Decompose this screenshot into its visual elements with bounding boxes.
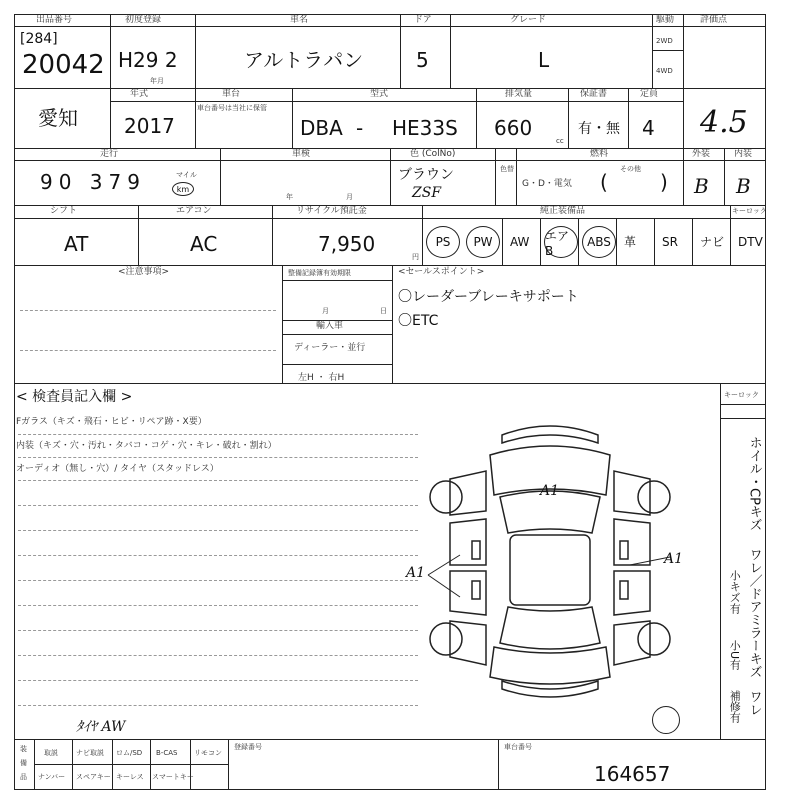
fuel-label: 燃料: [590, 149, 609, 159]
shift-label: シフト: [50, 206, 78, 216]
color-label: 色 (ColNo): [410, 149, 456, 159]
dealer-value: ディーラー・並行: [294, 343, 366, 353]
b2-col-4: スマートキー: [152, 773, 194, 781]
warranty-value: 有・無: [578, 121, 620, 137]
type-label: 型式: [370, 89, 389, 99]
sales-point-1: 〇レーダーブレーキサポート: [398, 289, 579, 305]
equipment-8: ナビ: [700, 235, 725, 249]
color-side-label: 色替: [500, 165, 514, 173]
exterior-grade: B: [694, 174, 709, 198]
recycle-value: 7,950: [318, 232, 376, 256]
drive-4wd: 4WD: [656, 67, 673, 75]
equipment-5: ABS: [582, 226, 616, 258]
chassis-note: 車台番号は当社に保管: [197, 104, 267, 112]
inspector-line-3: オーディオ（無し・穴）/ タイヤ（スタッドレス）: [16, 464, 219, 474]
spare-wheel-icon: [652, 706, 680, 734]
chassis-no-label: 車台番号: [504, 743, 532, 751]
b-col-3: ロム/SD: [116, 749, 143, 757]
equipment-4: エアB: [544, 226, 578, 258]
side-note-2: ワレ／ドアミラーキズ: [746, 548, 762, 678]
grade-label: グレード: [510, 15, 547, 25]
b-left-2: 備: [20, 759, 27, 767]
damage-mark-left: A1: [406, 565, 426, 581]
car-diagram: [420, 415, 680, 709]
inspector-label: < 検査員記入欄 >: [16, 389, 133, 405]
side-note-3: 小キズ有: [728, 570, 742, 614]
region-value: 愛知: [38, 106, 78, 130]
equipment-label: 純正装備品: [540, 206, 586, 216]
lot-number: 20042: [22, 50, 105, 80]
equipment-9: DTV: [738, 235, 763, 249]
exterior-label: 外装: [692, 149, 711, 159]
type-prefix: DBA: [300, 116, 343, 140]
lot-prefix: [284]: [20, 31, 58, 47]
b-left-3: 品: [20, 773, 27, 781]
model-name-label: 車名: [290, 15, 309, 25]
drive-label: 駆動: [656, 15, 675, 25]
rating-value: 4.5: [700, 105, 748, 140]
side-note-6: 補修有: [728, 690, 742, 723]
equipment-1: PS: [426, 226, 460, 258]
b2-col-2: スペアキー: [76, 773, 111, 781]
fuel-options: G・D・電気: [522, 179, 572, 189]
first-reg-label: 初度登録: [125, 15, 162, 25]
type-dash: -: [356, 116, 364, 140]
capacity-label: 定員: [640, 89, 659, 99]
inspector-line-1: Fガラス（キズ・飛石・ヒビ・リペア跡・X要）: [16, 417, 207, 427]
b2-col-3: キーレス: [116, 773, 144, 781]
model-year-label: 年式: [130, 89, 149, 99]
b-col-4: B-CAS: [156, 749, 178, 757]
keylock-label: キーロック: [724, 391, 759, 399]
shift-value: AT: [64, 232, 89, 256]
inspection-date-month: 月: [322, 307, 329, 315]
b-col-2: ナビ取説: [76, 749, 104, 757]
notes-label: <注意事項>: [118, 267, 170, 277]
mileage-unit-mile: マイル: [176, 171, 197, 179]
interior-label: 内装: [734, 149, 753, 159]
rating-label: 評価点: [700, 15, 728, 25]
inspector-line-2: 内装（キズ・穴・汚れ・タバコ・コゲ・穴・キレ・破れ・割れ）: [16, 441, 277, 451]
doors-value: 5: [416, 48, 429, 72]
handle-value: 左H ・ 右H: [298, 373, 345, 383]
lot-no-label: 出品番号: [36, 15, 73, 25]
cc-label: cc: [556, 137, 564, 145]
inspection-date-label: 整備記録簿有効期限: [288, 269, 351, 277]
damage-mark-front: A1: [540, 483, 560, 499]
displacement-value: 660: [494, 116, 533, 140]
grade-value: L: [538, 48, 550, 72]
inspection-year: 年: [286, 193, 293, 201]
mileage-unit-km: km: [172, 182, 194, 196]
damage-mark-right: A1: [664, 551, 684, 567]
first-reg-value: H29 2: [118, 48, 178, 72]
model-name-value: アルトラパン: [244, 48, 364, 72]
sales-points-label: <セールスポイント>: [398, 267, 485, 277]
aircon-label: エアコン: [176, 206, 212, 216]
doors-label: ドア: [414, 15, 432, 25]
recycle-label: リサイクル預託金: [296, 206, 367, 216]
inspection-date-day: 日: [380, 307, 387, 315]
side-note-1: ホイル・CPキズ: [746, 436, 762, 531]
bottom-note: ﾀｲﾔ AW: [76, 719, 126, 735]
reg-no-label: 登録番号: [234, 743, 262, 751]
interior-grade: B: [736, 174, 751, 198]
b-col-5: リモコン: [194, 749, 222, 757]
inspection-month: 月: [346, 193, 353, 201]
color-value: ブラウン: [398, 167, 454, 183]
capacity-value: 4: [642, 116, 655, 140]
color-code: ZSF: [412, 185, 442, 201]
type-code: HE33S: [392, 116, 458, 140]
month-label: 年月: [150, 77, 164, 85]
equipment-2: PW: [466, 226, 500, 258]
import-label: 輸入車: [316, 321, 344, 331]
notes-frame: [14, 266, 766, 384]
displacement-label: 排気量: [505, 89, 533, 99]
fuel-other-label: その他: [620, 165, 641, 173]
chassis-label: 車台: [222, 89, 241, 99]
inspection-label: 車検: [292, 149, 311, 159]
b-col-1: 取説: [44, 749, 58, 757]
equipment-3: AW: [510, 235, 530, 249]
b-left-1: 装: [20, 745, 27, 753]
equipment-6: 革: [624, 235, 637, 249]
auction-sheet: 出品番号 初度登録 車名 ドア グレード 駆動 評価点 [284] 20042 H29 2 年月 アルトラパン 5 L 2WD 4WD 年式 車台 車台番号は当社に保管 型式 排気量 保証書 定員 愛知 2017 DBA - HE33S 660 cc 有・無 4 4.5 走行 車検 色 (ColNo) 燃料 外装 内装 90 379 マイル km 年 月 ブラウン ZSF 色替 G・D・電気 その他 ( ) B B シフト エアコン リサイクル預託金 純正装備品 キーロック AT AC 7,950 円 PS PW AW エアB ABS 革 SR ナビ DTV <注意事項> 整備記録簿有効期限 月 日 輸入車 ディーラー・並行 左H ・ 右H <セールスポイント> 〇レーダーブレーキサポート 〇ETC < 検査員記入欄 > キーロック Fガラス（キズ・飛石・ヒビ・リペア跡・X要） 内装（キズ・穴・汚れ・タバコ・コゲ・穴・キレ・破れ・割れ） オーディオ（無し・穴）/ タイヤ（スタッドレス） ホイル・CPキズ ワレ／ドアミラーキズ 小キズ有 小U有 ワレ 補修有 A1 A1 A1 ﾀｲﾔ AW 装 備 品 取説 ナビ取説 ロム/SD B-CAS リモコン ナンバー スペアキー キーレス スマートキー 登録番号 車台番号 164657: [0, 0, 800, 800]
b2-col-1: ナンバー: [38, 773, 66, 781]
mileage-value: 90 379: [40, 170, 146, 194]
mileage-label: 走行: [100, 149, 119, 159]
side-note-5: ワレ: [746, 690, 762, 716]
key-count-label: キーロック: [732, 207, 767, 215]
model-year-value: 2017: [124, 114, 175, 138]
chassis-no-value: 164657: [594, 762, 671, 786]
yen-label: 円: [412, 253, 419, 261]
equipment-7: SR: [662, 235, 678, 249]
warranty-label: 保証書: [580, 89, 608, 99]
sales-point-2: 〇ETC: [398, 313, 439, 329]
aircon-value: AC: [190, 232, 218, 256]
side-note-4: 小U有: [728, 640, 742, 671]
drive-2wd: 2WD: [656, 37, 673, 45]
